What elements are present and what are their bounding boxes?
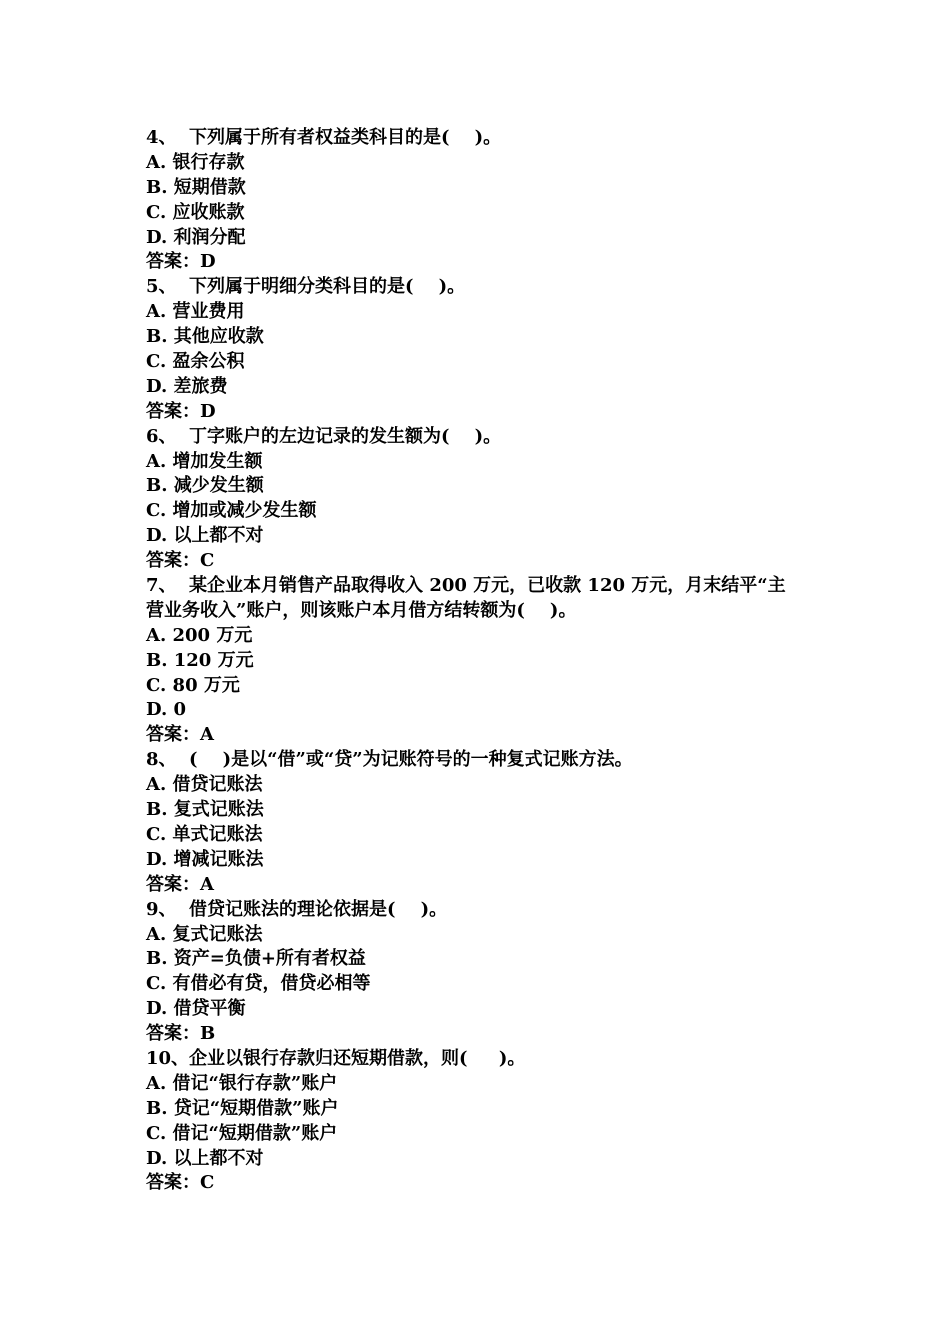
question-8 (146, 748, 806, 897)
option-a: A. 增加发生额 (146, 450, 263, 472)
option-b: B. 减少发生额 (146, 475, 264, 497)
option-c: C. 单式记账法 (146, 823, 263, 845)
option-b: B. 贷记“短期借款”账户 (146, 1097, 339, 1119)
question-stem: 4、 下列属于所有者权益类科目的是( )。 (146, 127, 502, 148)
option-c: C. 盈余公积 (146, 351, 245, 373)
option-a: A. 银行存款 (146, 151, 245, 173)
question-stem: 5、 下列属于明细分类科目的是( )。 (146, 276, 466, 298)
question-4 (146, 126, 806, 275)
answer-line: 答案：D (146, 251, 216, 273)
option-d: D. 增减记账法 (146, 848, 264, 870)
answer-line: 答案：B (146, 1023, 216, 1045)
question-5 (146, 275, 806, 424)
option-d: D. 借贷平衡 (146, 998, 246, 1020)
question-6 (146, 425, 806, 574)
question-10 (146, 1047, 806, 1196)
document-page (146, 126, 806, 1196)
option-a: A. 借贷记账法 (146, 774, 263, 796)
option-b: B. 120 万元 (146, 649, 254, 671)
question-stem-continued: 营业务收入”账户，则该账户本月借方结转额为( )。 (146, 599, 577, 621)
option-a: A. 200 万元 (146, 624, 253, 646)
option-b: B. 短期借款 (146, 176, 246, 198)
option-c: C. 应收账款 (146, 201, 245, 223)
option-b: B. 其他应收款 (146, 326, 264, 348)
question-9 (146, 898, 806, 1047)
question-stem: 7、 某企业本月销售产品取得收入 200 万元，已收款 120 万元，月末结平“主 (146, 575, 786, 597)
option-d: D. 0 (146, 699, 187, 721)
question-stem: 8、 ( )是以“借”或“贷”为记账符号的一种复式记账方法。 (146, 749, 633, 771)
option-c: C. 借记“短期借款”账户 (146, 1122, 338, 1144)
option-d: D. 差旅费 (146, 375, 228, 397)
option-a: A. 复式记账法 (146, 923, 263, 945)
question-stem: 10、企业以银行存款归还短期借款，则( )。 (146, 1047, 526, 1069)
option-d: D. 以上都不对 (146, 525, 264, 547)
option-a: A. 营业费用 (146, 301, 245, 323)
question-stem: 9、 借贷记账法的理论依据是( )。 (146, 898, 448, 920)
question-7 (146, 574, 806, 748)
option-b: B. 资产=负债+所有者权益 (146, 948, 366, 970)
option-d: D. 利润分配 (146, 226, 246, 248)
option-c: C. 增加或减少发生额 (146, 500, 317, 522)
question-stem: 6、 丁字账户的左边记录的发生额为( )。 (146, 425, 502, 447)
option-d: D. 以上都不对 (146, 1147, 264, 1169)
answer-line: 答案：A (146, 873, 214, 895)
option-b: B. 复式记账法 (146, 799, 264, 821)
option-c: C. 有借必有贷，借贷必相等 (146, 973, 371, 995)
answer-line: 答案：C (146, 1172, 215, 1194)
answer-line: 答案：D (146, 400, 216, 422)
answer-line: 答案：C (146, 550, 215, 572)
option-a: A. 借记“银行存款”账户 (146, 1072, 338, 1094)
answer-line: 答案：A (146, 724, 214, 746)
option-c: C. 80 万元 (146, 674, 240, 696)
